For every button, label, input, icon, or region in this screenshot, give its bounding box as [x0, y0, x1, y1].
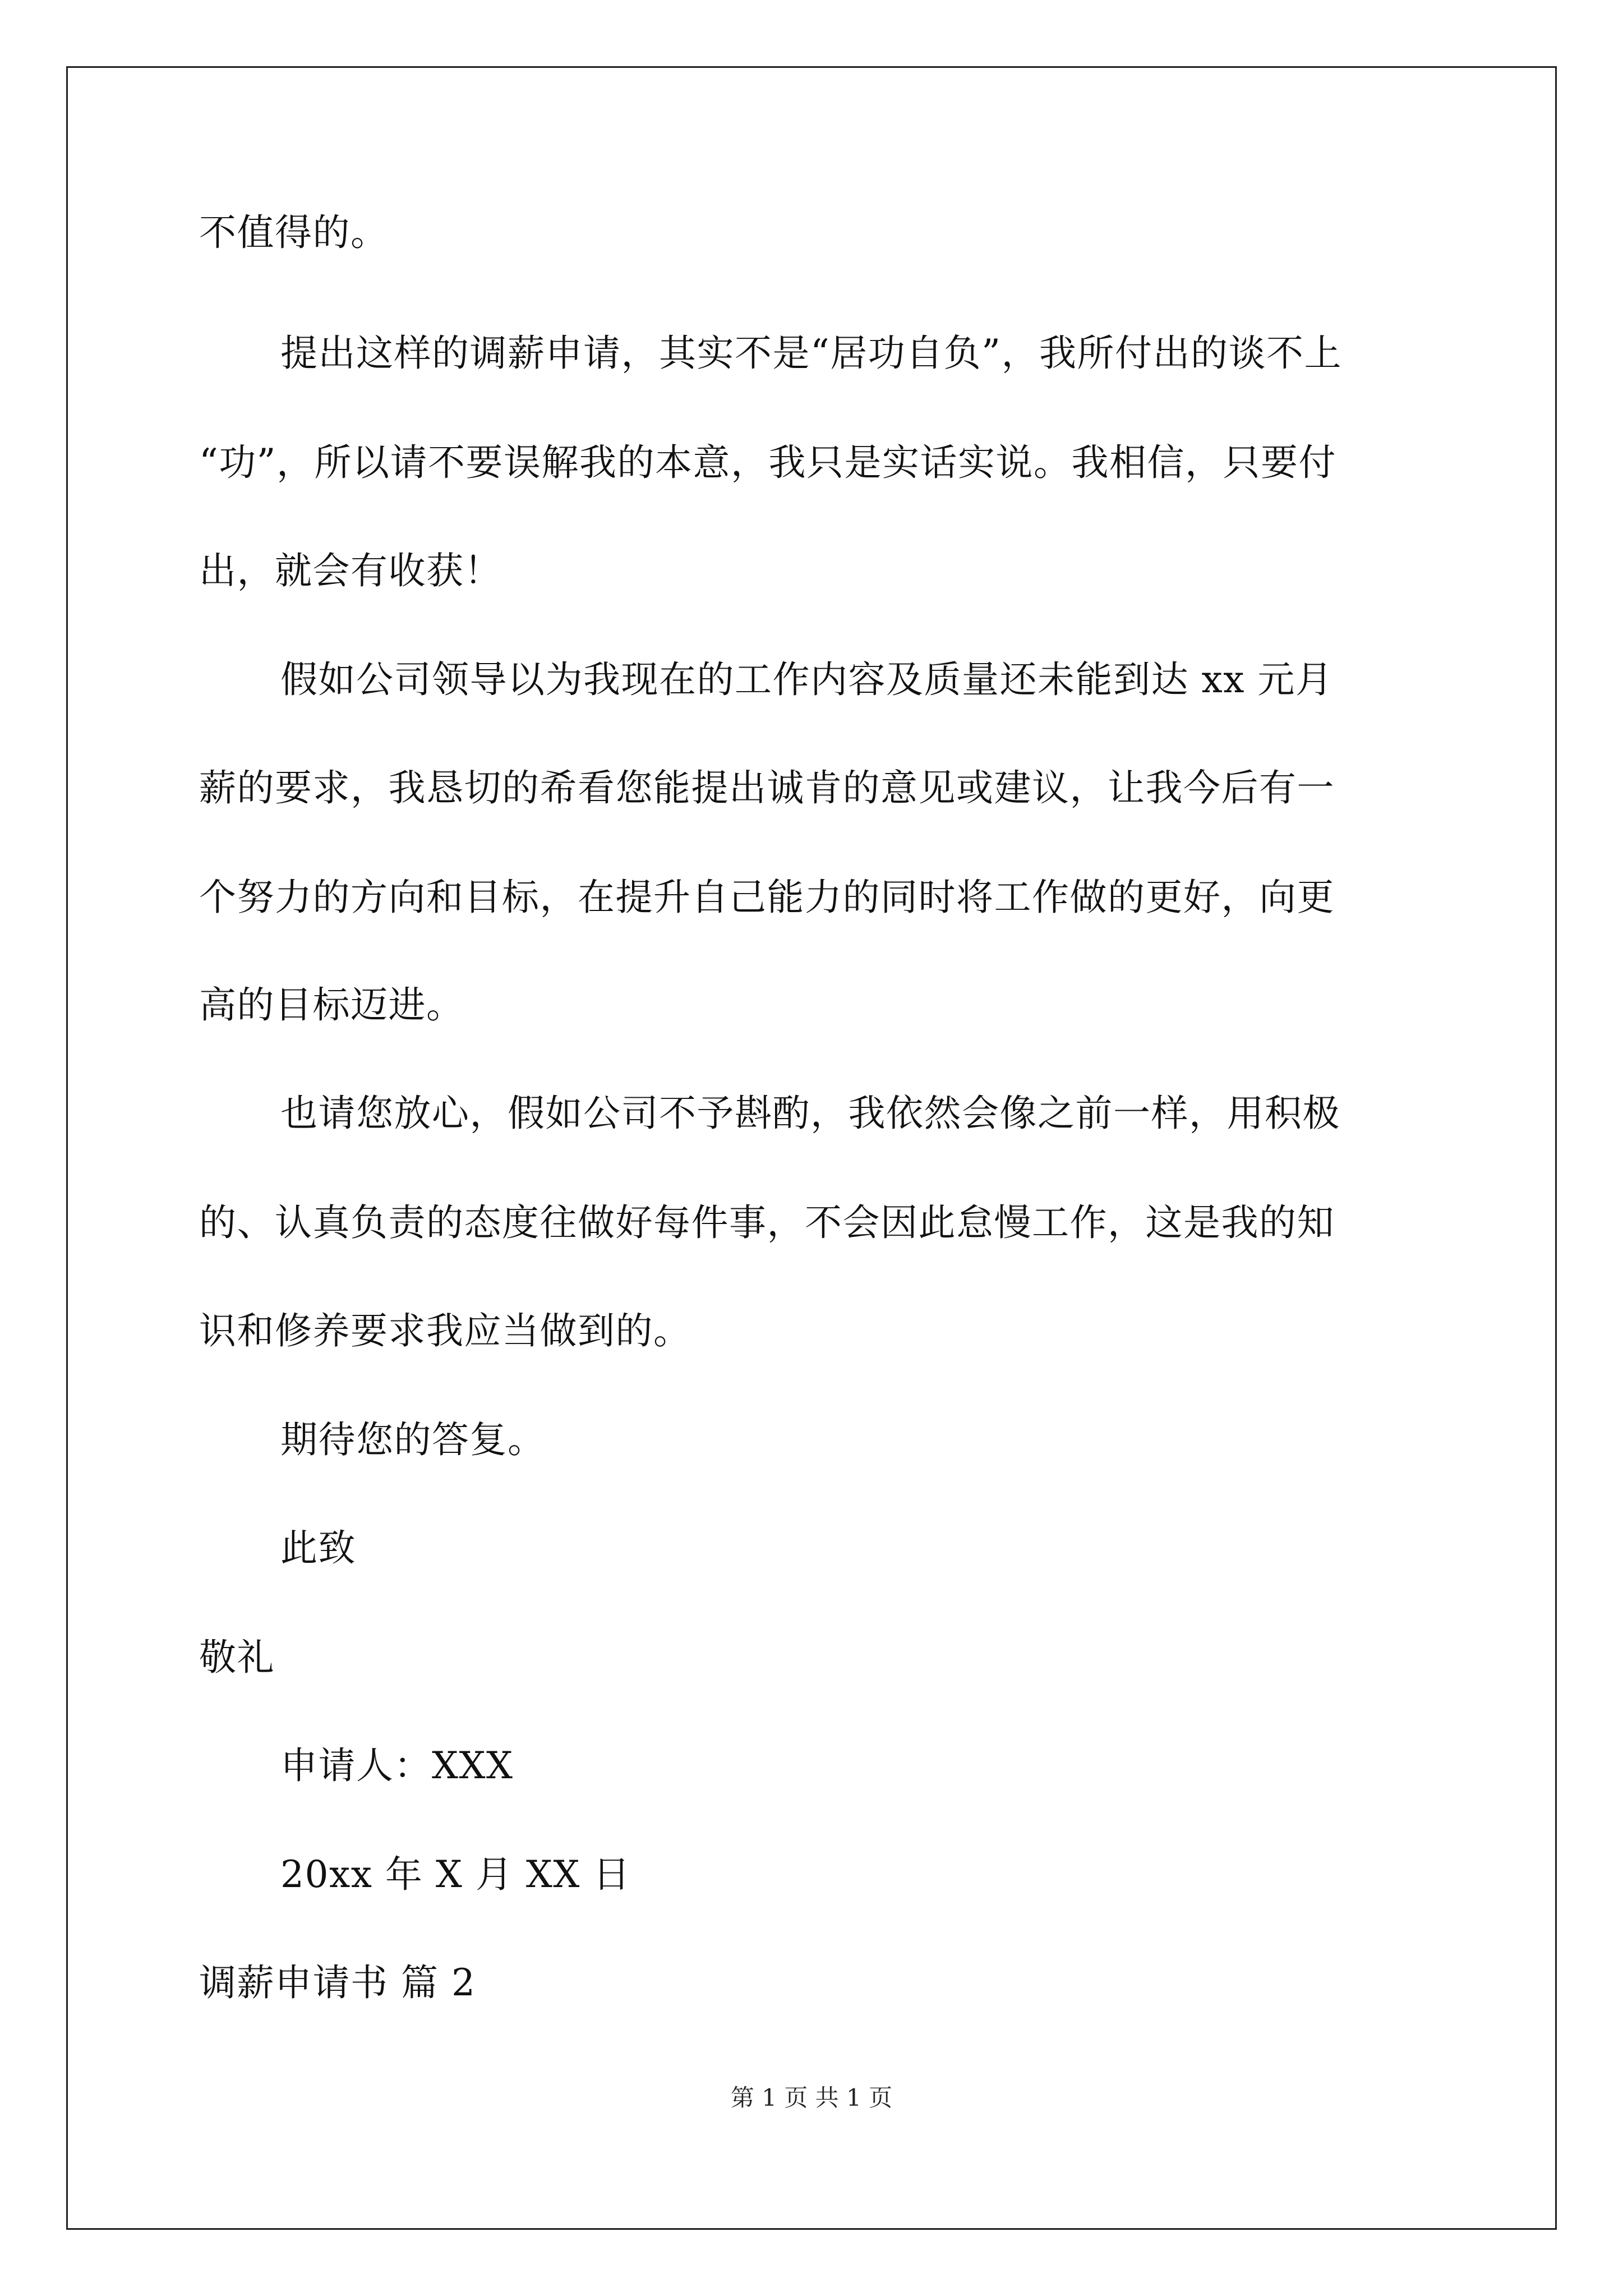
text-line-11: 识和修养要求我应当做到的。: [199, 1309, 691, 1352]
text-line-5: 假如公司领导以为我现在的工作内容及质量还未能到达 xx 元月: [280, 658, 1334, 701]
text-line-1: 不值得的。: [199, 211, 389, 254]
text-line-13: 此致: [280, 1526, 356, 1570]
text-line-4: 出，就会有收获！: [199, 549, 502, 592]
text-line-10: 的、认真负责的态度往做好每件事，不会因此怠慢工作，这是我的知: [199, 1201, 1335, 1244]
text-line-14: 敬礼: [199, 1636, 275, 1679]
page-border: [66, 66, 1557, 2230]
date-line: 20xx 年 X 月 XX 日: [280, 1853, 631, 1896]
text-line-8: 高的目标迈进。: [199, 983, 464, 1027]
text-line-7: 个努力的方向和目标，在提升自己能力的同时将工作做的更好，向更: [199, 876, 1335, 919]
text-line-2: 提出这样的调薪申请，其实不是“居功自负”，我所付出的谈不上: [280, 332, 1342, 375]
text-line-6: 薪的要求，我恳切的希看您能提出诚肯的意见或建议，让我今后有一: [199, 766, 1335, 809]
section-title: 调薪申请书 篇 2: [199, 1961, 476, 2004]
page-footer: 第 1 页 共 1 页: [730, 2084, 893, 2111]
text-line-12: 期待您的答复。: [280, 1418, 546, 1461]
applicant-line: 申请人：XXX: [280, 1744, 514, 1787]
text-line-9: 也请您放心，假如公司不予斟酌，我依然会像之前一样，用积极: [280, 1092, 1340, 1135]
text-line-3: “功”，所以请不要误解我的本意，我只是实话实说。我相信，只要付: [199, 441, 1336, 484]
